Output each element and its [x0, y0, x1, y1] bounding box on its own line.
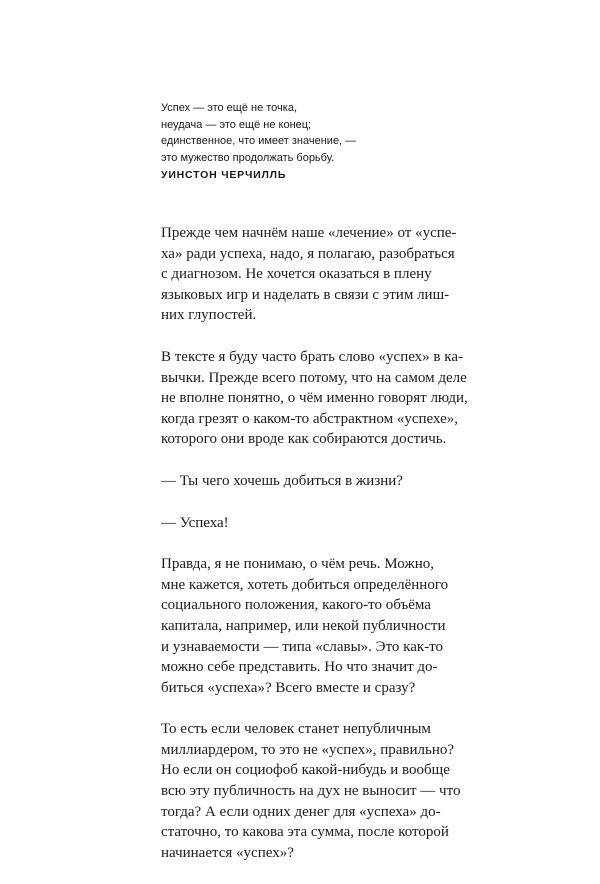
text-line: можно себе представить. Но что значит до-	[161, 659, 438, 676]
paragraph	[161, 471, 491, 492]
epigraph-line: неудача — это ещё не конец;	[161, 118, 312, 131]
text-line: вычки. Прежде всего потому, что на самом деле	[161, 369, 467, 386]
text-line: миллиардером, то это не «успех», правильно?	[161, 741, 455, 758]
text-line: биться «успеха»? Всего вместе и сразу?	[161, 679, 416, 696]
paragraph	[161, 223, 491, 326]
dialogue-line: — Ты чего хочешь добиться в жизни?	[161, 472, 403, 489]
text-line: статочно, то какова эта сумма, после которой	[161, 824, 449, 841]
text-line: которого они вроде как собираются достичь.	[161, 431, 447, 448]
text-line: ха» ради успеха, надо, я полагаю, разобраться	[161, 245, 455, 262]
paragraph	[161, 347, 491, 450]
body-text	[161, 223, 491, 884]
text-line: и узнаваемости — типа «славы». Это как-то	[161, 638, 444, 655]
text-line: них глупостей.	[161, 307, 257, 324]
epigraph-line: Успех — это ещё не точка,	[161, 102, 297, 114]
text-line: не вполне понятно, о чём именно говорят люди,	[161, 390, 468, 407]
text-line: всю эту публичность на дух не выносит — что	[161, 783, 461, 800]
text-line: когда грезят о каком-то абстрактном «успехе»,	[161, 410, 459, 427]
text-line: Но если он социофоб какой-нибудь и вообще	[161, 762, 450, 779]
epigraph-line: единственное, что имеет значение, —	[161, 135, 357, 147]
text-line: Правда, я не понимаю, о чём речь. Можно,	[161, 556, 435, 573]
text-line: Прежде чем начнём наше «лечение» от «успе-	[161, 225, 457, 241]
text-line: В тексте я буду часто брать слово «успех» в ка-	[161, 348, 463, 365]
dialogue-line: — Успеха!	[161, 514, 229, 531]
text-line: с диагнозом. Не хочется оказаться в плену	[161, 266, 432, 283]
text-line: тогда? А если одних денег для «успеха» до-	[161, 803, 441, 820]
paragraph	[161, 554, 491, 698]
epigraph-author: УИНСТОН ЧЕРЧИЛЛЬ	[161, 169, 287, 181]
epigraph-line: это мужество продолжать борьбу.	[161, 151, 335, 164]
epigraph	[161, 100, 461, 184]
paragraph	[161, 719, 491, 863]
text-line: мне кажется, хотеть добиться определённого	[161, 576, 449, 593]
paragraph	[161, 513, 491, 534]
text-line: начинается «успех»?	[161, 844, 294, 861]
text-line: То есть если человек станет непубличным	[161, 721, 431, 738]
text-line: капитала, например, или некой публичности	[161, 617, 446, 634]
text-line: языковых игр и наделать в связи с этим лиш-	[161, 286, 450, 303]
text-line: социального положения, какого-то объёма	[161, 597, 431, 614]
